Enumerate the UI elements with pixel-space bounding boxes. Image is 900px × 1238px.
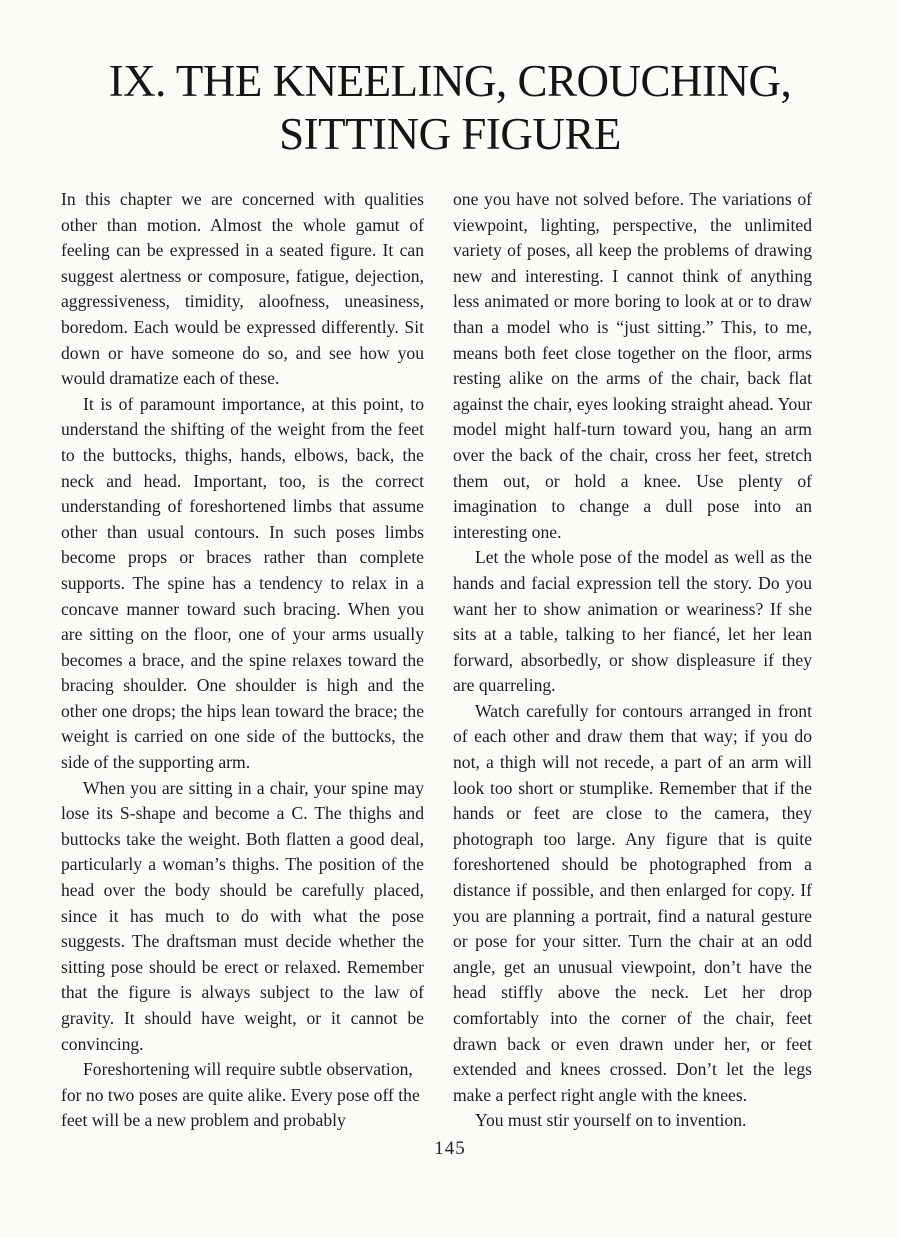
right-text-column <box>453 187 812 1134</box>
paragraph: In this chapter we are concerned with qualities other than motion. Almost the whole gamut of feeling can be expressed in a seated figure. It can suggest alertness or composure, fatigue, dejection, aggressiveness, timidity, aloofness, uneasiness, boredom. Each would be expressed differently. Sit down or have someone do so, and see how you would dramatize each of these. <box>61 189 424 389</box>
paragraph: You must stir yourself on to invention. <box>475 1110 747 1131</box>
paragraph: It is of paramount importance, at this point, to understand the shifting of the weight from the feet to the buttocks, thighs, hands, elbows, back, the neck and head. Important, too, is the correct understanding of foreshortened limbs that assume other than usual contours. In such poses limbs become props or braces rather than complete supports. The spine has a tendency to relax in a concave manner toward such bracing. When you are sitting on the floor, one of your arms usually becomes a brace, and the spine relaxes toward the bracing shoulder. One shoulder is high and the other one drops; the hips lean toward the brace; the weight is carried on one side of the buttocks, the side of the supporting arm. <box>61 393 424 773</box>
paragraph: Foreshortening will require subtle observation, for no two poses are quite alike. Every pose off the feet will be a new problem and probably <box>61 1059 420 1131</box>
chapter-title-line-1: IX. THE KNEELING, CROUCHING, <box>108 56 792 106</box>
chapter-title-line-2: SITTING FIGURE <box>279 109 621 159</box>
page-number: 145 <box>434 1138 466 1159</box>
paragraph: Watch carefully for contours arranged in front of each other and draw them that way; if you do not, a thigh will not recede, a part of an arm will look too short or stumplike. Remember that if the hands or feet are close to the camera, they photograph too large. Any figure that is quite foreshortened should be photographed from a distance if possible, and then enlarged for copy. If you are planning a portrait, find a natural gesture or pose for your sitter. Turn the chair at an odd angle, get an unusual viewpoint, don’t have the head stiffly above the neck. Let her drop comfortably into the corner of the chair, feet drawn back or even drawn under her, or feet extended and knees crossed. Don’t let the legs make a perfect right angle with the knees. <box>453 700 812 1105</box>
left-text-column <box>61 187 424 1134</box>
paragraph: one you have not solved before. The variations of viewpoint, lighting, perspective, the unlimited variety of poses, all keep the problems of drawing new and interesting. I cannot think of anything less animated or more boring to look at or to draw than a model who is “just sitting.” This, to me, means both feet close together on the floor, arms resting alike on the arms of the chair, back flat against the chair, eyes looking straight ahead. Your model might half-turn toward you, hang an arm over the back of the chair, cross her feet, stretch them out, or hold a knee. Use plenty of imagination to change a dull pose into an interesting one. <box>453 189 812 542</box>
paragraph: When you are sitting in a chair, your spine may lose its S-shape and become a C. The thighs and buttocks take the weight. Both flatten a good deal, particularly a woman’s thighs. The position of the head over the body should be carefully placed, since it has much to do with what the pose suggests. The draftsman must decide whether the sitting pose should be erect or relaxed. Remember that the figure is always subject to the law of gravity. It should have weight, or it cannot be convincing. <box>61 777 424 1054</box>
paragraph: Let the whole pose of the model as well as the hands and facial expression tell the story. Do you want her to show animation or weariness? If she sits at a table, talking to her fiancé, let her lean forward, absorbedly, or show displeasure if they are quarreling. <box>453 547 812 696</box>
chapter-title <box>0 55 900 161</box>
